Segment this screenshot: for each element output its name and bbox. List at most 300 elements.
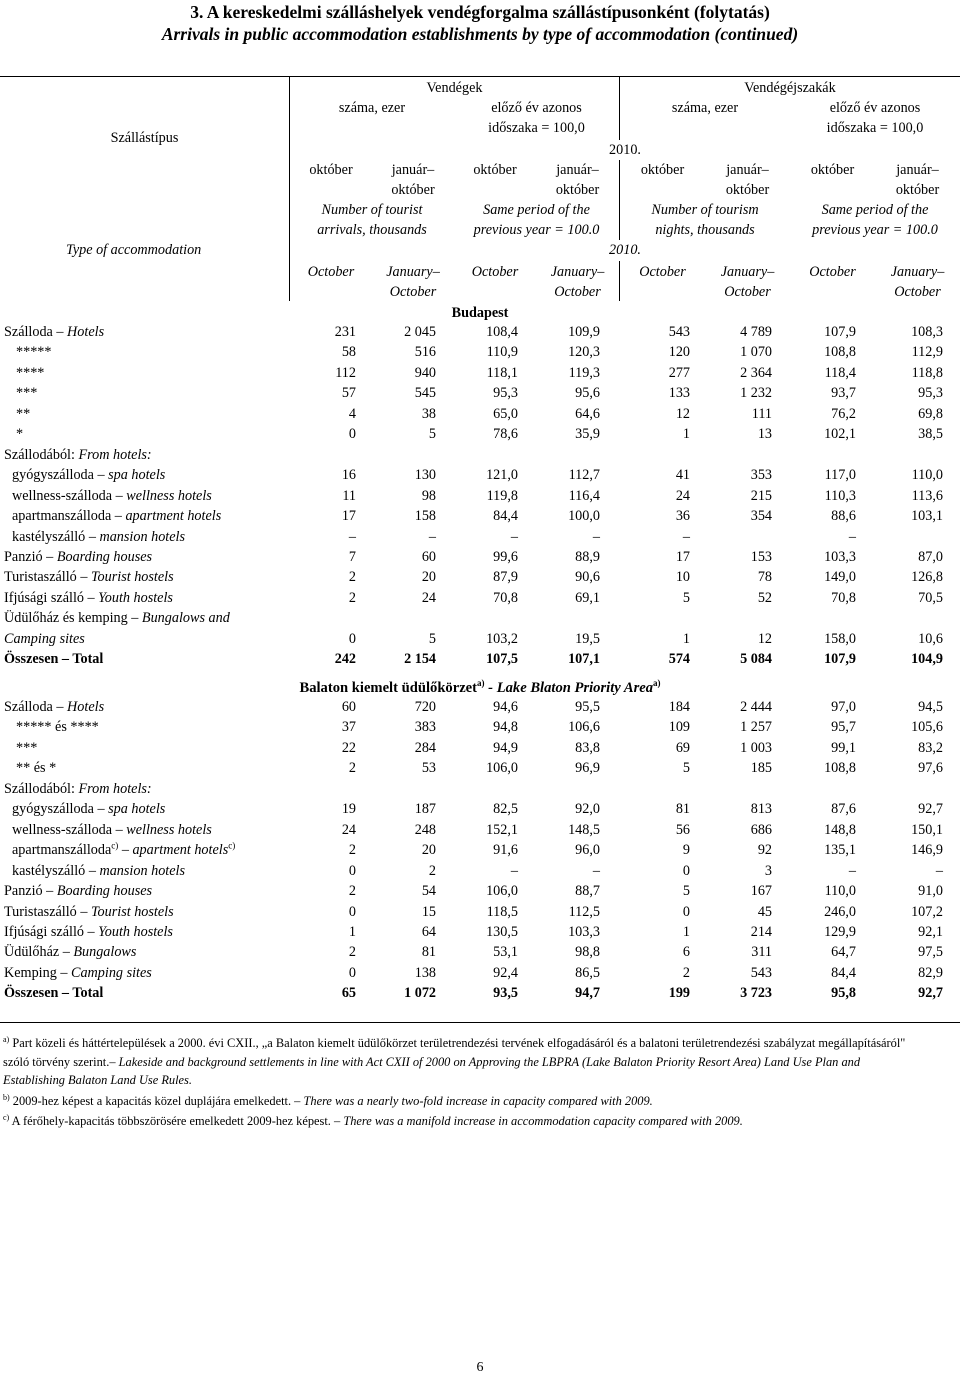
row-label (4, 963, 152, 983)
table-cell: 70,8 (493, 589, 518, 606)
row-label (4, 922, 173, 942)
table-cell: 2 364 (740, 364, 772, 381)
table-cell: 199 (668, 985, 690, 1002)
table-cell: 65 (341, 985, 356, 1002)
table-cell: 2 (348, 944, 356, 961)
header-jan-en-3b: October (724, 284, 771, 300)
table-cell: 231 (334, 324, 356, 340)
table-cell: 187 (414, 801, 436, 818)
header-oct-1: október (309, 162, 353, 178)
header-oct-en-1: October (307, 264, 355, 280)
table-cell: 94,7 (575, 985, 600, 1002)
table-cell: 98 (421, 487, 436, 504)
row-label (4, 942, 136, 962)
table-cell: 41 (675, 467, 690, 484)
table-cell: 96,0 (575, 842, 600, 859)
header-jan-en-2b: October (554, 284, 601, 300)
footnote-b-hu: 2009-hez képest a kapacitás közel duplájára emelkedett. – (9, 1093, 304, 1108)
row-label-en: From hotels: (78, 780, 152, 797)
table-cell: 4 (348, 405, 356, 422)
table-cell: 95,7 (831, 719, 856, 736)
table-cell: 118,8 (911, 364, 943, 381)
row-label (12, 861, 185, 881)
table-row (0, 738, 960, 758)
table-cell: 69,1 (575, 589, 600, 606)
header-guests-index-2: időszaka = 100,0 (488, 120, 585, 136)
table-cell: 64 (421, 923, 436, 940)
table-cell: 95,8 (831, 985, 856, 1002)
row-label (4, 567, 174, 587)
footnote-c (3, 1112, 923, 1131)
table-cell: 1 003 (740, 739, 772, 756)
table-cell: 113,6 (911, 487, 943, 504)
row-label-en-sup: c) (228, 840, 236, 851)
table-cell: 83,8 (575, 739, 600, 756)
table-cell: 112,7 (568, 467, 600, 484)
page-title-hu: 3. A kereskedelmi szálláshelyek vendégforgalma szállástípusonként (folytatás) (190, 2, 770, 22)
table-cell: 112,5 (568, 903, 600, 920)
row-label-hu: Ifjúsági szálló – (4, 923, 99, 940)
table-cell: 12 (675, 405, 690, 422)
table-cell: 92,7 (918, 801, 943, 818)
header-jan-en-3: January– (720, 264, 775, 280)
table-cell: 111 (751, 405, 772, 422)
row-label (16, 424, 23, 444)
table-cell: 88,7 (575, 883, 600, 900)
table-cell: 82,9 (918, 964, 943, 981)
table-cell: 100,0 (568, 508, 600, 525)
table-cell: 353 (750, 467, 772, 484)
table-cell: 1 (682, 923, 690, 940)
table-cell: 120,3 (568, 344, 600, 361)
header-jan-en-1: January– (386, 264, 440, 280)
table-cell: 108,8 (824, 344, 856, 361)
table-cell: 6 (682, 944, 690, 961)
table-cell: 214 (750, 923, 772, 940)
table-cell: 152,1 (486, 821, 518, 838)
table-row (0, 424, 960, 444)
table-cell: 10,6 (918, 630, 943, 647)
table-cell: 109 (668, 719, 690, 736)
row-label-en: mansion hotels (99, 528, 185, 545)
section-title-budapest: Budapest (451, 305, 509, 321)
table-cell: 2 (348, 883, 356, 900)
row-label-hu: Szálloda – (4, 699, 68, 715)
table-cell: 0 (348, 630, 356, 647)
header-same-2: previous year = 100.0 (473, 222, 600, 238)
header-tourism-1: Number of tourism (651, 202, 759, 218)
header-jan-3: január– (726, 162, 769, 178)
table-cell: 24 (675, 487, 690, 504)
table-row (0, 840, 960, 860)
footnote-b-mark: b) (3, 1092, 10, 1102)
table-row (0, 342, 960, 362)
table-cell: 60 (421, 548, 436, 565)
table-cell: 720 (414, 699, 436, 715)
row-label (4, 983, 103, 1003)
table-cell: 93,5 (493, 985, 518, 1002)
row-label-hu: ** és * (16, 760, 57, 777)
header-jan-1b: október (391, 182, 435, 198)
table-cell: 57 (341, 385, 356, 402)
table-cell: 0 (682, 862, 690, 879)
row-label-en: Youth hostels (98, 923, 173, 940)
table-cell: 70,5 (918, 589, 943, 606)
table-cell: 19,5 (575, 630, 600, 647)
row-label-hu: Üdülőház – (4, 944, 74, 961)
table-cell: 0 (348, 964, 356, 981)
table-cell: 129,9 (824, 923, 856, 940)
header-guests-count: száma, ezer (338, 100, 406, 116)
row-label-en: Total (72, 651, 104, 668)
header-tourist-1: Number of tourist (321, 202, 423, 218)
table-cell: 108,8 (824, 760, 856, 777)
page-title-en: Arrivals in public accommodation establishments by type of accommodation (continued) (161, 24, 799, 44)
table-cell: 88,6 (831, 508, 856, 525)
table-row (0, 717, 960, 737)
row-label-hu: wellness-szálloda – (12, 487, 127, 504)
table-cell: 1 232 (740, 385, 772, 402)
table-cell: 88,9 (575, 548, 600, 565)
table-cell: 106,0 (486, 883, 518, 900)
table-row (0, 547, 960, 567)
table-cell: 70,8 (831, 589, 856, 606)
table-cell: 148,8 (824, 821, 856, 838)
table-cell: 185 (750, 760, 772, 777)
table-cell: 2 045 (404, 324, 436, 340)
header-top-rule (0, 76, 960, 77)
table-cell: 516 (414, 344, 436, 361)
header-guests-index-1: előző év azonos (491, 100, 582, 116)
row-label (12, 799, 165, 819)
row-label (4, 697, 104, 717)
table-cell: – (682, 528, 690, 545)
table-cell: 58 (341, 344, 356, 361)
table-cell: 354 (750, 508, 772, 525)
table-row (0, 629, 960, 649)
header-jan-1: január– (391, 162, 435, 178)
table-cell: 93,7 (831, 385, 856, 402)
table-cell: 91,6 (493, 842, 518, 859)
table-row (0, 799, 960, 819)
table-cell: 284 (414, 739, 436, 756)
table-cell: 383 (414, 719, 436, 736)
row-label (16, 383, 37, 403)
header-year-en: 2010. (609, 242, 641, 258)
table-cell: 96,9 (575, 760, 600, 777)
table-cell: 56 (675, 821, 690, 838)
header-same-1: Same period of the (483, 202, 590, 218)
table-cell: 65,0 (493, 405, 518, 422)
table-cell: 81 (421, 944, 436, 961)
section-title-balaton (0, 678, 960, 698)
table-cell: 78 (757, 569, 772, 586)
row-label-en: apartment hotels (132, 842, 229, 859)
table-cell: 97,5 (918, 944, 943, 961)
table-cell: 184 (668, 699, 690, 715)
table-cell: – (510, 862, 518, 879)
header-same-4: previous year = 100.0 (812, 222, 938, 238)
table-cell: 81 (675, 801, 690, 818)
table-cell: 1 072 (404, 985, 436, 1002)
table-cell: 92,4 (493, 964, 518, 981)
balaton-title-en-sup: a) (653, 678, 661, 689)
row-label (12, 486, 212, 506)
table-cell: 1 (682, 426, 690, 443)
row-label-hu: *** (16, 739, 38, 756)
row-label (4, 588, 173, 608)
table-cell: 109,9 (568, 324, 600, 340)
row-label-hu: ***** (16, 344, 52, 361)
row-label (4, 779, 152, 799)
table-cell: 5 (682, 589, 690, 606)
table-cell: 35,9 (575, 426, 600, 443)
header-year-hu: 2010. (609, 142, 641, 158)
table-cell: 242 (334, 651, 356, 668)
row-label-hu: Kemping – (4, 964, 71, 981)
table-cell: 94,6 (493, 699, 518, 715)
table-cell: 64,7 (831, 944, 856, 961)
table-row (0, 983, 960, 1003)
table-cell: 277 (668, 364, 690, 381)
table-cell: 119,3 (568, 364, 600, 381)
table-cell: 107,9 (824, 324, 856, 340)
table-cell: 76,2 (831, 405, 856, 422)
balaton-title-hu: Balaton kiemelt üdülőkörzet (299, 680, 478, 696)
table-cell: 97,0 (831, 699, 856, 715)
table-cell: 53 (421, 760, 436, 777)
table-cell: 53,1 (493, 944, 518, 961)
table-cell: 92,7 (918, 985, 943, 1002)
header-tourism-2: nights, thousands (655, 222, 755, 238)
row-label (4, 322, 104, 342)
table-cell: 110,3 (824, 487, 856, 504)
header-nights-count: száma, ezer (671, 100, 739, 116)
table-cell: 1 070 (740, 344, 772, 361)
footnote-a-hu: Part közeli és háttértelepülések a 2000. évi CXII., „a Balaton kiemelt üdülőkörzet területrendezési tervének elfogadásáról és a balatoni területrendezési szabályzat megállapításáról" szóló törvény szerint.– (3, 1036, 906, 1069)
table-row (0, 820, 960, 840)
table-cell: 38 (421, 405, 436, 422)
table-cell: 0 (682, 903, 690, 920)
row-label-hu: Szállodából: (4, 780, 79, 797)
row-label (4, 649, 103, 669)
row-label-en: Bungalows (73, 944, 137, 961)
header-row-label-hu: Szállástípus (110, 130, 179, 146)
row-label-hu: * (16, 426, 24, 443)
table-cell: 10 (675, 569, 690, 586)
header-nights-index-2: időszaka = 100,0 (826, 120, 924, 136)
table-cell: 99,1 (831, 739, 856, 756)
header-jan-en-4b: October (894, 284, 941, 300)
table-cell: 106,6 (568, 719, 600, 736)
table-cell: 0 (348, 862, 356, 879)
table-cell: 86,5 (575, 964, 600, 981)
table-cell: 1 (682, 630, 690, 647)
table-cell: 60 (341, 699, 356, 715)
table-cell: 87,6 (831, 801, 856, 818)
row-label-en: spa hotels (108, 467, 166, 484)
table-cell: 130 (414, 467, 436, 484)
table-cell: 95,6 (575, 385, 600, 402)
table-cell: 118,4 (824, 364, 856, 381)
row-label (16, 404, 30, 424)
table-cell: 107,1 (568, 651, 600, 668)
row-label-en: From hotels: (78, 446, 152, 463)
table-cell: 92,0 (575, 801, 600, 818)
header-row-label-en: Type of accommodation (66, 242, 202, 258)
row-label-en: Camping sites (4, 630, 85, 647)
table-cell: 54 (421, 883, 436, 900)
row-label-hu: gyógyszálloda – (12, 801, 109, 818)
table-cell: 119,8 (486, 487, 518, 504)
row-label-hu: Turistaszálló – (4, 569, 91, 586)
row-label (16, 342, 51, 362)
row-label (4, 881, 152, 901)
table-cell: 36 (675, 508, 690, 525)
row-label-hu: Turistaszálló – (4, 903, 91, 920)
row-label-hu: *** (16, 385, 38, 402)
table-cell: – (592, 528, 600, 545)
table-cell: 98,8 (575, 944, 600, 961)
table-cell: 17 (675, 548, 690, 565)
table-cell: 64,6 (575, 405, 600, 422)
table-cell: 105,6 (911, 719, 943, 736)
table-cell: 90,6 (575, 569, 600, 586)
table-cell: 311 (751, 944, 772, 961)
table-cell: – (848, 528, 856, 545)
row-label-hu: Ifjúsági szálló – (4, 589, 99, 606)
table-row (0, 649, 960, 669)
table-cell: 82,5 (493, 801, 518, 818)
row-label-en: Youth hostels (98, 589, 173, 606)
table-cell: 5 (682, 883, 690, 900)
table-cell: – (592, 862, 600, 879)
row-label-en: Hotels (67, 324, 105, 340)
row-label (12, 527, 185, 547)
footnote-b (3, 1092, 923, 1111)
row-label-en: Hotels (67, 699, 105, 715)
footnote-a-en: Lakeside and background settlements in line with Act CXII of 2000 on Approving the LBPRA (Lake Balaton Priority Resort Area) Land Use Plan and Establishing Balaton Land Use Rules. (3, 1054, 861, 1087)
table-cell: 5 (428, 426, 436, 443)
table-cell: 2 154 (404, 651, 436, 668)
row-label-hu: Összesen – (4, 985, 73, 1002)
table-cell: 52 (757, 589, 772, 606)
header-oct-4: október (810, 162, 855, 178)
table-cell: 91,0 (918, 883, 943, 900)
table-row (0, 922, 960, 942)
table-cell: 104,9 (911, 651, 943, 668)
table-cell: 92 (757, 842, 772, 859)
table-cell: 103,3 (824, 548, 856, 565)
row-label-en: wellness hotels (126, 821, 212, 838)
table-cell: 110,0 (911, 467, 943, 484)
table-cell: 15 (421, 903, 436, 920)
header-jan-en-4: January– (890, 264, 945, 280)
table-row (0, 322, 960, 342)
table-cell: 248 (414, 821, 436, 838)
table-row (0, 881, 960, 901)
table-cell: 12 (757, 630, 772, 647)
table-cell: 149,0 (824, 569, 856, 586)
row-label-hu: Szállodából: (4, 446, 79, 463)
row-label-en: Tourist hostels (90, 903, 174, 920)
table-row (0, 506, 960, 526)
header-jan-4: január– (896, 162, 939, 178)
row-label (12, 465, 165, 485)
table-cell: 87,0 (918, 548, 943, 565)
row-label: apartmanszálloda$^{c)}$ – apartment hotels$^{c)}$ (12, 840, 236, 859)
table-cell: 2 (348, 569, 356, 586)
table-cell: 121,0 (486, 467, 518, 484)
header-oct-en-2: October (471, 264, 519, 280)
table-cell: – (848, 862, 856, 879)
row-label-hu: apartmanszálloda (12, 842, 112, 859)
table-row (0, 445, 960, 465)
header-jan-2b: október (555, 182, 600, 198)
table-cell: 7 (348, 548, 356, 565)
footnote-c-en: There was a manifold increase in accommodation capacity compared with 2009. (343, 1114, 743, 1128)
header-jan-en-2: January– (550, 264, 605, 280)
row-label-en: apartment hotels (125, 508, 222, 525)
header-jan-en-1b: October (389, 284, 437, 300)
table-row (0, 486, 960, 506)
table-cell: 153 (750, 548, 772, 565)
row-label-hu: **** (16, 364, 45, 381)
header-guests: Vendégek (426, 80, 483, 96)
table-row (0, 963, 960, 983)
table-cell: 116,4 (568, 487, 600, 504)
row-label-hu-sup: c) (111, 840, 119, 851)
table-cell: 5 (682, 760, 690, 777)
table-cell: 117,0 (824, 467, 856, 484)
table-cell: – (348, 528, 356, 545)
table-cell: 94,8 (493, 719, 518, 736)
table-cell: 37 (341, 719, 356, 736)
table-cell: 126,8 (911, 569, 943, 586)
table-cell: 167 (750, 883, 772, 900)
table-cell: 24 (421, 589, 436, 606)
row-label (16, 717, 99, 737)
table-cell: 103,3 (568, 923, 600, 940)
table-cell: 4 789 (740, 324, 772, 340)
table-cell: 2 (348, 842, 356, 859)
table-cell: 3 (764, 862, 772, 879)
table-row (0, 697, 960, 717)
row-label-en: spa hotels (108, 801, 166, 818)
balaton-title-en: - Lake Blaton Priority Area (484, 680, 654, 696)
table-cell: – (935, 862, 943, 879)
table-cell: 2 444 (740, 699, 772, 715)
table-cell: 110,9 (486, 344, 518, 361)
table-cell: 78,6 (493, 426, 518, 443)
row-label (4, 629, 85, 649)
table-cell: – (510, 528, 518, 545)
table-row (0, 383, 960, 403)
table-cell: 20 (421, 569, 436, 586)
table-row (0, 779, 960, 799)
table-cell: 97,6 (918, 760, 943, 777)
table-cell: 3 723 (740, 985, 772, 1002)
table-cell: 1 257 (740, 719, 772, 736)
header-nights-index-1: előző év azonos (829, 100, 921, 116)
row-label-hu: apartmanszálloda – (12, 508, 126, 525)
table-cell: 130,5 (486, 923, 518, 940)
row-label (16, 363, 44, 383)
table-cell: 19 (341, 801, 356, 818)
table-cell: 22 (341, 739, 356, 756)
table-row (0, 942, 960, 962)
row-label-en: Tourist hostels (90, 569, 174, 586)
